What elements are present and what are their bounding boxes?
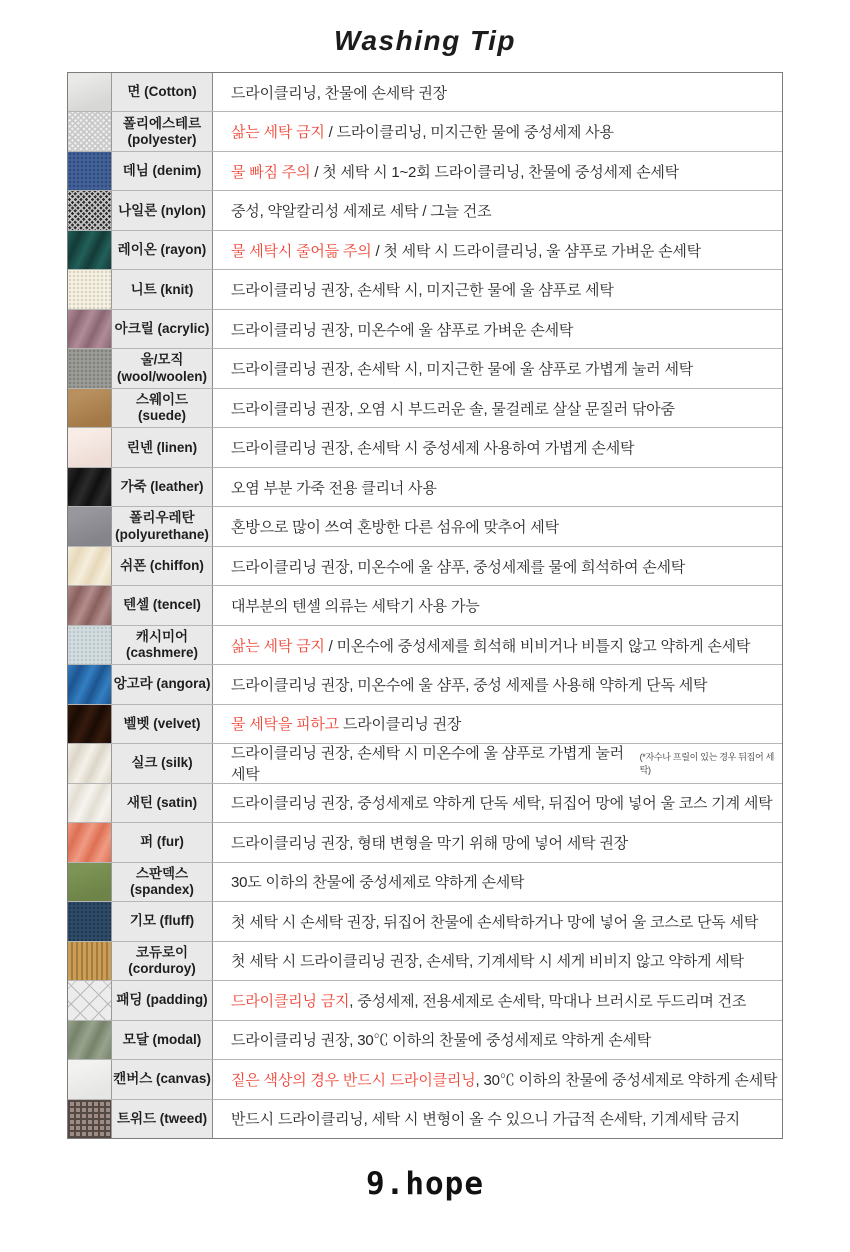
fabric-swatch-cell xyxy=(68,981,112,1019)
fabric-swatch-image xyxy=(68,586,111,624)
washing-table xyxy=(67,72,783,1139)
fabric-swatch-image xyxy=(68,1100,111,1138)
fabric-swatch-image xyxy=(68,863,111,901)
fabric-swatch-cell xyxy=(68,389,112,427)
washing-instructions: 드라이클리닝 권장, 형태 변형을 막기 위해 망에 넣어 세탁 권장 xyxy=(231,834,628,852)
fabric-swatch-cell xyxy=(68,428,112,466)
fabric-swatch-cell xyxy=(68,349,112,387)
fabric-swatch-image xyxy=(68,705,111,743)
fabric-swatch-image xyxy=(68,981,111,1019)
fabric-swatch-image xyxy=(68,191,111,229)
washing-instructions: 드라이클리닝 권장, 중성세제로 약하게 단독 세탁, 뒤집어 망에 넣어 울 코스 기계 세탁 xyxy=(231,795,773,813)
fabric-name: 캔버스 (canvas) xyxy=(112,1060,213,1098)
washing-instructions: 드라이클리닝 권장, 손세탁 시 중성세제 사용하여 가볍게 손세탁 xyxy=(231,440,635,458)
fabric-swatch-cell xyxy=(68,1100,112,1138)
washing-instructions: 첫 세탁 시 드라이클리닝 권장, 손세탁, 기계세탁 시 세게 비비지 않고 약하게 세탁 xyxy=(231,953,744,971)
fabric-swatch-cell xyxy=(68,191,112,229)
fabric-swatch-cell xyxy=(68,152,112,190)
fabric-swatch-image xyxy=(68,823,111,861)
fabric-swatch-cell xyxy=(68,705,112,743)
fabric-name: 면 (Cotton) xyxy=(112,73,213,111)
fabric-name: 폴리에스테르 (polyester) xyxy=(112,112,213,150)
table-row xyxy=(68,863,782,902)
fabric-swatch-cell xyxy=(68,665,112,703)
table-row xyxy=(68,626,782,665)
fabric-swatch-cell xyxy=(68,1060,112,1098)
fabric-name: 퍼 (fur) xyxy=(112,823,213,861)
washing-instructions: 물 세탁시 줄어듦 주의 / 첫 세탁 시 드라이클리닝, 울 샴푸로 가벼운 손세탁 xyxy=(231,242,701,260)
fabric-name: 캐시미어 (cashmere) xyxy=(112,626,213,664)
table-row xyxy=(68,981,782,1020)
table-row xyxy=(68,112,782,151)
table-row xyxy=(68,349,782,388)
washing-instructions: 드라이클리닝 권장, 오염 시 부드러운 솔, 물걸레로 살살 문질러 닦아줌 xyxy=(231,400,675,418)
washing-instructions: 짙은 색상의 경우 반드시 드라이클리닝 , 30℃ 이하의 찬물에 중성세제로 약하게 손세탁 xyxy=(231,1071,778,1089)
fabric-swatch-image xyxy=(68,428,111,466)
table-row xyxy=(68,73,782,112)
table-row xyxy=(68,231,782,270)
table-row xyxy=(68,784,782,823)
fabric-swatch-cell xyxy=(68,784,112,822)
fabric-name: 가죽 (leather) xyxy=(112,468,213,506)
fabric-swatch-cell xyxy=(68,231,112,269)
fabric-name: 앙고라 (angora) xyxy=(112,665,213,703)
fabric-swatch-cell xyxy=(68,507,112,545)
washing-instructions: 30도 이하의 찬물에 중성세제로 약하게 손세탁 xyxy=(231,874,525,892)
fabric-name: 기모 (fluff) xyxy=(112,902,213,940)
table-row xyxy=(68,428,782,467)
washing-instructions: 드라이클리닝 권장, 미온수에 울 샴푸, 중성 세제를 사용해 약하게 단독 세탁 xyxy=(231,677,708,694)
fabric-name: 텐셀 (tencel) xyxy=(112,586,213,624)
fabric-swatch-image xyxy=(68,784,111,822)
fabric-swatch-image xyxy=(68,744,111,782)
fabric-swatch-cell xyxy=(68,942,112,980)
washing-instructions: 드라이클리닝 권장, 30℃ 이하의 찬물에 중성세제로 약하게 손세탁 xyxy=(231,1032,652,1050)
fabric-swatch-image xyxy=(68,349,111,387)
fabric-swatch-image xyxy=(68,547,111,585)
washing-instructions: 드라이클리닝 권장, 손세탁 시 미온수에 울 샴푸로 가볍게 눌러 세탁 (*자수나 프릴이 있는 경우 뒤집어 세탁) xyxy=(231,745,774,783)
table-row xyxy=(68,1100,782,1138)
washing-instructions: 드라이클리닝 권장, 미온수에 울 샴푸로 가벼운 손세탁 xyxy=(231,321,574,339)
washing-instructions: 드라이클리닝 금지 , 중성세제, 전용세제로 손세탁, 막대나 브러시로 두드리며 건조 xyxy=(231,992,747,1010)
table-row xyxy=(68,902,782,941)
washing-instructions: 삶는 세탁 금지 / 드라이클리닝, 미지근한 물에 중성세제 사용 xyxy=(231,124,614,142)
fabric-swatch-cell xyxy=(68,626,112,664)
fabric-swatch-cell xyxy=(68,902,112,940)
fabric-swatch-cell xyxy=(68,310,112,348)
washing-instructions: 물 빠짐 주의 / 첫 세탁 시 1~2회 드라이클리닝, 찬물에 중성세제 손세탁 xyxy=(231,163,679,181)
fabric-name: 린넨 (linen) xyxy=(112,428,213,466)
fabric-name: 스웨이드 (suede) xyxy=(112,389,213,427)
fabric-swatch-image xyxy=(68,507,111,545)
fabric-swatch-cell xyxy=(68,73,112,111)
table-row xyxy=(68,586,782,625)
washing-instructions: 드라이클리닝 권장, 미온수에 울 샴푸, 중성세제를 물에 희석하여 손세탁 xyxy=(231,558,686,576)
table-row xyxy=(68,705,782,744)
fabric-name: 레이온 (rayon) xyxy=(112,231,213,269)
fabric-swatch-cell xyxy=(68,468,112,506)
table-row xyxy=(68,270,782,309)
table-row xyxy=(68,389,782,428)
fabric-swatch-image xyxy=(68,270,111,308)
washing-instructions: 드라이클리닝 권장, 손세탁 시, 미지근한 물에 울 샴푸로 가볍게 눌러 세탁 xyxy=(231,361,694,379)
fabric-name: 스판덱스 (spandex) xyxy=(112,863,213,901)
table-row xyxy=(68,1021,782,1060)
fabric-swatch-image xyxy=(68,231,111,269)
fabric-name: 트위드 (tweed) xyxy=(112,1100,213,1138)
table-row xyxy=(68,547,782,586)
table-row xyxy=(68,310,782,349)
fabric-swatch-image xyxy=(68,468,111,506)
fabric-name: 울/모직 (wool/woolen) xyxy=(112,349,213,387)
table-row xyxy=(68,152,782,191)
fabric-name: 모달 (modal) xyxy=(112,1021,213,1059)
table-row xyxy=(68,823,782,862)
fabric-swatch-image xyxy=(68,112,111,150)
washing-instructions: 중성, 약알칼리성 세제로 세탁 / 그늘 건조 xyxy=(231,203,492,221)
fabric-swatch-cell xyxy=(68,863,112,901)
fabric-swatch-cell xyxy=(68,586,112,624)
fabric-name: 새틴 (satin) xyxy=(112,784,213,822)
fabric-name: 실크 (silk) xyxy=(112,744,213,782)
fabric-swatch-cell xyxy=(68,547,112,585)
fabric-swatch-image xyxy=(68,389,111,427)
washing-instructions: 반드시 드라이클리닝, 세탁 시 변형이 올 수 있으니 가급적 손세탁, 기계세탁 금지 xyxy=(231,1111,740,1129)
table-row xyxy=(68,507,782,546)
washing-instructions: 혼방으로 많이 쓰여 혼방한 다른 섬유에 맞추어 세탁 xyxy=(231,519,559,537)
table-row xyxy=(68,744,782,783)
table-row xyxy=(68,191,782,230)
fabric-swatch-image xyxy=(68,1060,111,1098)
fabric-name: 벨벳 (velvet) xyxy=(112,705,213,743)
brand-footer: 9.hope xyxy=(366,1166,484,1202)
table-row xyxy=(68,665,782,704)
fabric-swatch-image xyxy=(68,665,111,703)
table-row xyxy=(68,468,782,507)
fabric-swatch-image xyxy=(68,1021,111,1059)
fabric-swatch-cell xyxy=(68,1021,112,1059)
fabric-name: 니트 (knit) xyxy=(112,270,213,308)
fabric-name: 폴리우레탄 (polyurethane) xyxy=(112,507,213,545)
fabric-name: 나일론 (nylon) xyxy=(112,191,213,229)
fabric-swatch-cell xyxy=(68,744,112,782)
fabric-name: 코듀로이 (corduroy) xyxy=(112,942,213,980)
fabric-swatch-image xyxy=(68,73,111,111)
fabric-name: 데님 (denim) xyxy=(112,152,213,190)
fabric-swatch-image xyxy=(68,902,111,940)
fabric-swatch-cell xyxy=(68,112,112,150)
washing-instructions: 드라이클리닝 권장, 손세탁 시, 미지근한 물에 울 샴푸로 세탁 xyxy=(231,282,614,300)
washing-instructions: 오염 부분 가죽 전용 클리너 사용 xyxy=(231,479,437,497)
fabric-swatch-image xyxy=(68,942,111,980)
fabric-swatch-image xyxy=(68,310,111,348)
fabric-swatch-cell xyxy=(68,823,112,861)
fabric-swatch-cell xyxy=(68,270,112,308)
washing-instructions: 삶는 세탁 금지 / 미온수에 중성세제를 희석해 비비거나 비틀지 않고 약하게 손세탁 xyxy=(231,637,751,655)
table-row xyxy=(68,942,782,981)
washing-instructions: 첫 세탁 시 손세탁 권장, 뒤집어 찬물에 손세탁하거나 망에 넣어 울 코스로 단독 세탁 xyxy=(231,913,759,931)
fabric-name: 패딩 (padding) xyxy=(112,981,213,1019)
page-title: Washing Tip xyxy=(334,25,516,56)
fabric-swatch-image xyxy=(68,152,111,190)
washing-instructions: 물 세탁을 피하고 드라이클리닝 권장 xyxy=(231,716,462,734)
fabric-name: 쉬폰 (chiffon) xyxy=(112,547,213,585)
table-row xyxy=(68,1060,782,1099)
fabric-name: 아크릴 (acrylic) xyxy=(112,310,213,348)
washing-instructions: 대부분의 텐셀 의류는 세탁기 사용 가능 xyxy=(231,598,480,616)
washing-instructions: 드라이클리닝, 찬물에 손세탁 권장 xyxy=(231,84,447,102)
fabric-swatch-image xyxy=(68,626,111,664)
